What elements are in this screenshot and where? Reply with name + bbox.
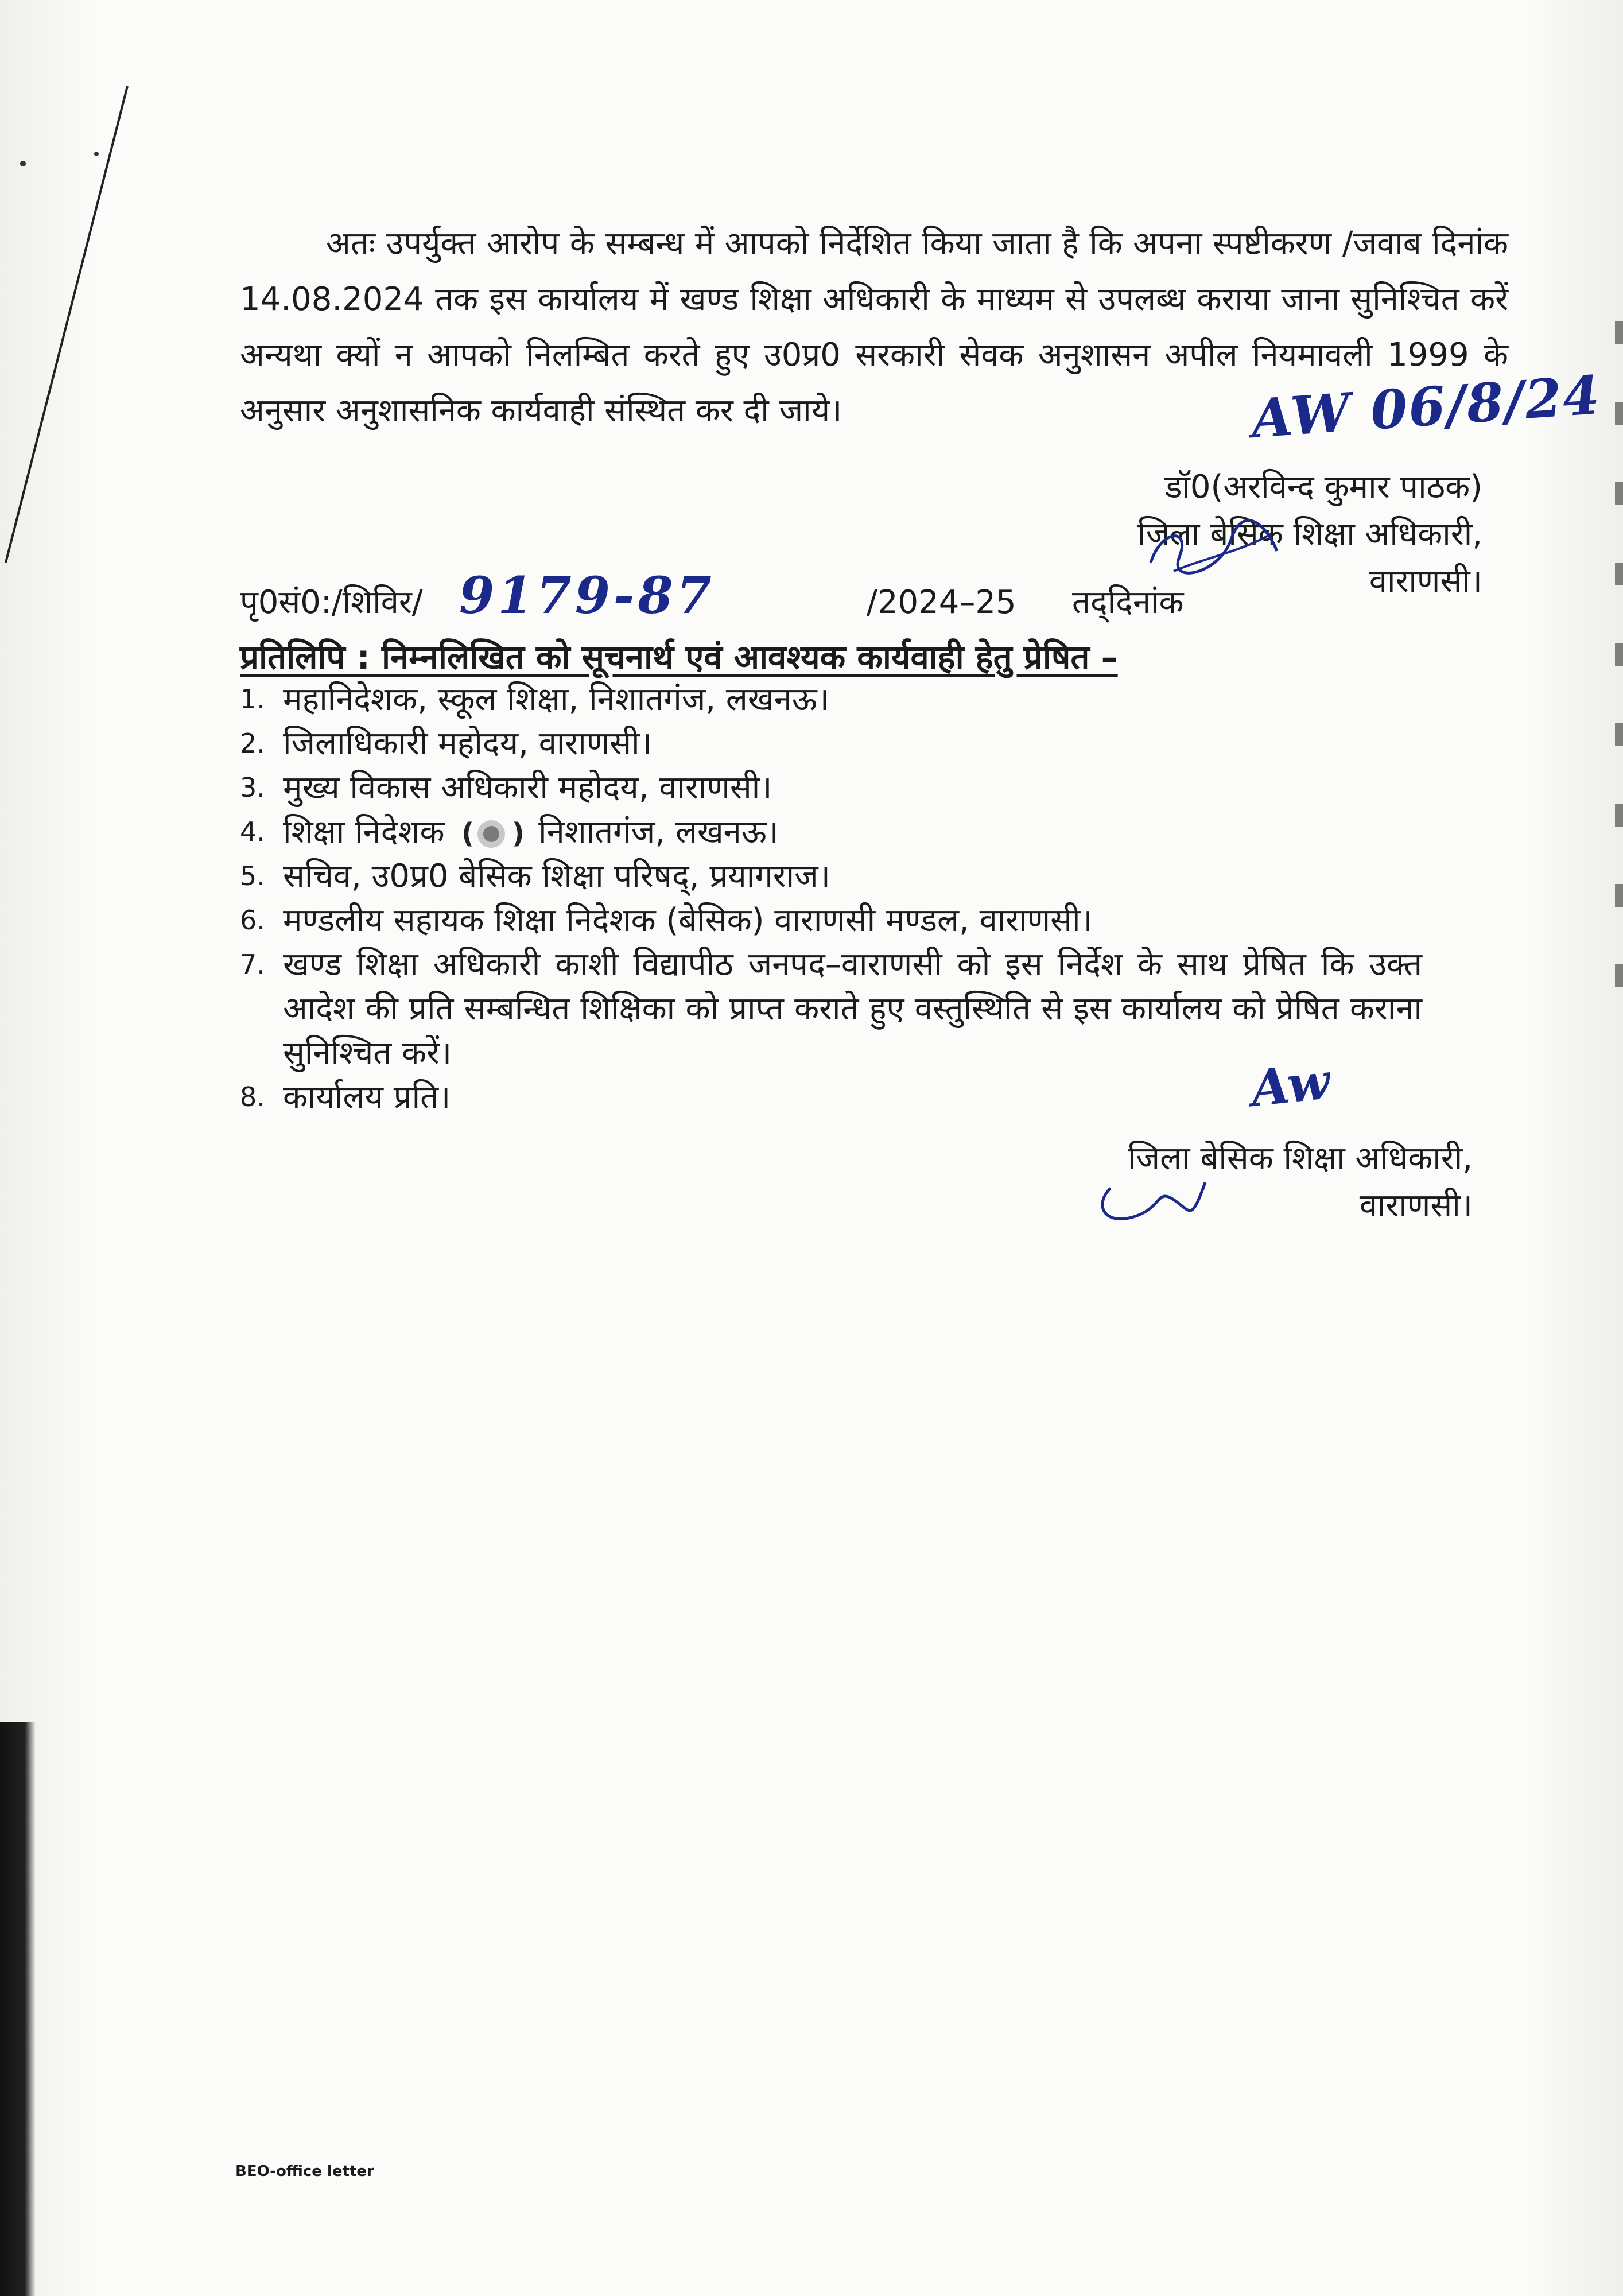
list-item-text: महानिदेशक, स्कूल शिक्षा, निशातगंज, लखनऊ।	[283, 681, 829, 718]
body-paragraph: अतः उपर्युक्त आरोप के सम्बन्ध में आपको निर्देशित किया जाता है कि अपना स्पष्टीकरण /जवाब दिनांक 14.08.2024 तक इस कार्यालय में खण्ड शिक्षा अधिकारी के माध्यम से उपलब्ध कराया जाना सुनिश्चित करें अन्यथा क्यों न आपको निलम्बित करते हुए उ0प्र0 सरकारी सेवक अनुशासन अपील नियमावली 1999 के अनुसार अनुशासनिक कार्यवाही संस्थित कर दी जाये।	[240, 225, 1508, 429]
list-item-text	[283, 813, 779, 851]
scan-crease-line	[0, 0, 149, 574]
list-item	[240, 1075, 1422, 1119]
signatory-place: वाराणसी।	[1359, 1187, 1473, 1224]
svg-text:(: (	[461, 817, 475, 850]
list-item-number: 5.	[240, 860, 265, 891]
reference-prefix: पृ0सं0:/शिविर/	[240, 584, 423, 621]
signatory-designation: जिला बेसिक शिक्षा अधिकारी,	[1128, 1140, 1473, 1177]
list-item-text: मुख्य विकास अधिकारी महोदय, वाराणसी।	[283, 769, 772, 806]
list-item	[240, 677, 1422, 722]
list-item	[240, 810, 1422, 854]
svg-text:): )	[512, 817, 525, 850]
signatory-designation: जिला बेसिक शिक्षा अधिकारी,	[1137, 515, 1482, 553]
list-item-number: 6.	[240, 905, 265, 936]
list-item-text: जिलाधिकारी महोदय, वाराणसी।	[283, 725, 652, 762]
list-item	[240, 722, 1422, 766]
signatory-name: डॉ0(अरविन्द कुमार पाठक)	[1164, 468, 1482, 506]
list-item	[240, 943, 1422, 1075]
list-item-number: 2.	[240, 728, 265, 759]
list-item-text: कार्यालय प्रति।	[283, 1079, 451, 1116]
reference-line	[240, 580, 1388, 626]
list-item-text: मण्डलीय सहायक शिक्षा निदेशक (बेसिक) वाराणसी मण्डल, वाराणसी।	[283, 902, 1093, 939]
copy-to-heading: प्रतिलिपि : निम्नलिखित को सूचनार्थ एवं आवश्यक कार्यवाही हेतु प्रेषित –	[240, 638, 1118, 677]
reference-date-label: तद्‌दिनांक	[1072, 584, 1184, 621]
scan-shadow-right	[1615, 321, 1623, 1010]
handwritten-dispatch-number: 9179-87	[459, 565, 715, 625]
reference-year: /2024–25	[867, 584, 1016, 621]
copy-to-list	[240, 677, 1422, 1119]
list-item-text: सचिव, उ0प्र0 बेसिक शिक्षा परिषद्, प्रयागराज।	[283, 858, 830, 895]
list-item-number: 4.	[240, 816, 265, 847]
list-item-number: 7.	[240, 949, 265, 980]
scan-shadow-left	[0, 1722, 36, 2296]
handwritten-signature-date: AW 06/8/24	[1249, 363, 1603, 451]
signature-scribble-icon	[1139, 517, 1288, 585]
list-item-text-part: निशातगंज, लखनऊ।	[538, 813, 779, 851]
list-item-number: 3.	[240, 772, 265, 803]
list-item	[240, 898, 1422, 943]
footer-label: BEO-office letter	[235, 2163, 374, 2180]
handwritten-initials: Aw	[1248, 1052, 1333, 1118]
list-item	[240, 766, 1422, 810]
ink-stamp-icon	[457, 816, 526, 852]
signatory-place: वाराणसी।	[1369, 563, 1482, 600]
list-item-text-part: शिक्षा निदेशक	[283, 813, 445, 851]
signature-scribble-icon	[1088, 1171, 1214, 1234]
list-item-number: 1.	[240, 684, 265, 715]
list-item	[240, 854, 1422, 898]
list-item-number: 8.	[240, 1081, 265, 1112]
list-item-text: खण्ड शिक्षा अधिकारी काशी विद्यापीठ जनपद–वाराणसी को इस निर्देश के साथ प्रेषित कि उक्त आदेश की प्रति सम्बन्धित शिक्षिका को प्राप्त कराते हुए वस्तुस्थिति से इस कार्यालय को प्रेषित कराना सुनिश्चित करें।	[283, 946, 1422, 1072]
